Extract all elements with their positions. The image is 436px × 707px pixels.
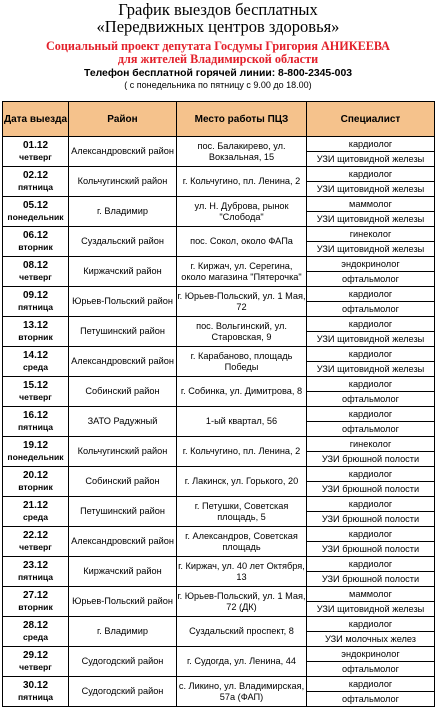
table-row [3, 437, 435, 452]
date: 15.12 [22, 380, 49, 391]
place-cell: пос. Вольгинский, ул. Старовская, 9 [177, 317, 307, 347]
specialist-cell: УЗИ щитовидной железы [307, 242, 435, 257]
column-header-specialist: Специалист [307, 102, 435, 137]
header [0, 0, 436, 91]
page-title-line1: График выездов бесплатных [118, 0, 318, 19]
specialist-cell: кардиолог [307, 377, 435, 392]
table-header-row [3, 102, 435, 137]
date: 02.12 [22, 170, 49, 181]
specialist-cell: офтальмолог [307, 392, 435, 407]
date: 30.12 [22, 680, 49, 691]
specialist-cell: УЗИ брюшной полости [307, 572, 435, 587]
date-cell [3, 377, 69, 407]
weekday: четверг [19, 271, 52, 282]
date: 27.12 [22, 590, 49, 601]
table-row [3, 677, 435, 692]
district-cell: Киржачский район [69, 257, 177, 287]
district-cell: г. Владимир [69, 617, 177, 647]
place-cell: г. Киржач, ул. 40 лет Октября, 13 [177, 557, 307, 587]
place-cell: г. Собинка, ул. Димитрова, 8 [177, 377, 307, 407]
date: 05.12 [22, 200, 49, 211]
specialist-cell: кардиолог [307, 557, 435, 572]
date-cell [3, 587, 69, 617]
date: 06.12 [22, 230, 49, 241]
specialist-cell: офтальмолог [307, 662, 435, 677]
date-cell [3, 527, 69, 557]
place-cell: с. Ликино, ул. Владимирская, 57а (ФАП) [177, 677, 307, 707]
specialist-cell: маммолог [307, 587, 435, 602]
specialist-cell: УЗИ щитовидной железы [307, 332, 435, 347]
specialist-cell: кардиолог [307, 407, 435, 422]
place-cell: г. Кольчугино, пл. Ленина, 2 [177, 167, 307, 197]
district-cell: Александровский район [69, 347, 177, 377]
table-row [3, 197, 435, 212]
specialist-cell: УЗИ щитовидной железы [307, 182, 435, 197]
date-cell [3, 677, 69, 707]
specialist-cell: УЗИ брюшной полости [307, 542, 435, 557]
district-cell: Судогодский район [69, 647, 177, 677]
district-cell: Александровский район [69, 137, 177, 167]
column-header-date: Дата выезда [3, 102, 69, 137]
table-row [3, 167, 435, 182]
date-cell [3, 287, 69, 317]
specialist-cell: офтальмолог [307, 302, 435, 317]
weekday: вторник [18, 241, 53, 252]
specialist-cell: УЗИ брюшной полости [307, 482, 435, 497]
date-cell [3, 347, 69, 377]
place-cell: г. Лакинск, ул. Горького, 20 [177, 467, 307, 497]
table-row [3, 617, 435, 632]
table-row [3, 647, 435, 662]
table-row [3, 377, 435, 392]
project-line1: Социальный проект депутата Госдумы Григория АНИКЕЕВА [46, 39, 390, 53]
district-cell: Петушинский район [69, 317, 177, 347]
weekday: вторник [18, 331, 53, 342]
district-cell: Киржачский район [69, 557, 177, 587]
specialist-cell: маммолог [307, 197, 435, 212]
hours: ( с понедельника по пятницу с 9.00 до 18.00) [124, 80, 312, 90]
date: 14.12 [22, 350, 49, 361]
place-cell: г. Юрьев-Польский, ул. 1 Мая, 72 (ДК) [177, 587, 307, 617]
date-cell [3, 497, 69, 527]
weekday: пятница [17, 421, 54, 432]
weekday: среда [22, 361, 49, 372]
weekday: вторник [18, 481, 53, 492]
place-cell: г. Киржач, ул. Серегина, около магазина "Пятерочка" [177, 257, 307, 287]
table-row [3, 287, 435, 302]
date-cell [3, 317, 69, 347]
weekday: четверг [19, 151, 52, 162]
table-row [3, 137, 435, 152]
table-row [3, 497, 435, 512]
weekday: понедельник [7, 451, 64, 462]
date-cell [3, 257, 69, 287]
weekday: пятница [17, 301, 54, 312]
specialist-cell: офтальмолог [307, 422, 435, 437]
specialist-cell: кардиолог [307, 287, 435, 302]
place-cell: г. Кольчугино, пл. Ленина, 2 [177, 437, 307, 467]
weekday: среда [22, 511, 49, 522]
column-header-place: Место работы ПЦЗ [177, 102, 307, 137]
district-cell: ЗАТО Радужный [69, 407, 177, 437]
date: 22.12 [22, 530, 49, 541]
district-cell: Юрьев-Польский район [69, 287, 177, 317]
date: 21.12 [22, 500, 49, 511]
district-cell: Кольчугинский район [69, 437, 177, 467]
specialist-cell: УЗИ щитовидной железы [307, 362, 435, 377]
specialist-cell: кардиолог [307, 347, 435, 362]
place-cell: г. Юрьев-Польский, ул. 1 Мая, 72 [177, 287, 307, 317]
specialist-cell: УЗИ щитовидной железы [307, 212, 435, 227]
weekday: среда [22, 631, 49, 642]
specialist-cell: УЗИ брюшной полости [307, 512, 435, 527]
hotline: Телефон бесплатной горячей линии: 8-800-2345-003 [83, 68, 353, 79]
weekday: четверг [19, 391, 52, 402]
project-line2: для жителей Владимирской области [117, 52, 319, 66]
date-cell [3, 467, 69, 497]
table-row [3, 227, 435, 242]
date: 28.12 [22, 620, 49, 631]
table-row [3, 347, 435, 362]
place-cell: Суздальский проспект, 8 [177, 617, 307, 647]
date: 16.12 [22, 410, 49, 421]
date-cell [3, 617, 69, 647]
date: 29.12 [22, 650, 49, 661]
table-row [3, 407, 435, 422]
district-cell: Собинский район [69, 377, 177, 407]
place-cell: г. Карабаново, площадь Победы [177, 347, 307, 377]
place-cell: г. Александров, Советская площадь [177, 527, 307, 557]
specialist-cell: УЗИ щитовидной железы [307, 152, 435, 167]
district-cell: Петушинский район [69, 497, 177, 527]
specialist-cell: офтальмолог [307, 692, 435, 707]
specialist-cell: кардиолог [307, 497, 435, 512]
weekday: понедельник [7, 211, 64, 222]
table-row [3, 317, 435, 332]
date: 13.12 [22, 320, 49, 331]
date-cell [3, 557, 69, 587]
specialist-cell: кардиолог [307, 617, 435, 632]
weekday: пятница [17, 571, 54, 582]
place-cell: 1-ый квартал, 56 [177, 407, 307, 437]
place-cell: г. Петушки, Советская площадь, 5 [177, 497, 307, 527]
place-cell: пос. Сокол, около ФАПа [177, 227, 307, 257]
table-row [3, 557, 435, 572]
district-cell: Кольчугинский район [69, 167, 177, 197]
specialist-cell: кардиолог [307, 467, 435, 482]
date: 01.12 [22, 140, 49, 151]
weekday: вторник [18, 601, 53, 612]
date: 23.12 [22, 560, 49, 571]
table-row [3, 257, 435, 272]
specialist-cell: кардиолог [307, 167, 435, 182]
schedule-table [2, 101, 435, 707]
district-cell: Александровский район [69, 527, 177, 557]
date-cell [3, 167, 69, 197]
weekday: четверг [19, 661, 52, 672]
date-cell [3, 647, 69, 677]
specialist-cell: офтальмолог [307, 272, 435, 287]
place-cell: пос. Балакирево, ул. Вокзальная, 15 [177, 137, 307, 167]
column-header-district: Район [69, 102, 177, 137]
specialist-cell: УЗИ брюшной полости [307, 452, 435, 467]
table-row [3, 587, 435, 602]
specialist-cell: кардиолог [307, 527, 435, 542]
date-cell [3, 227, 69, 257]
specialist-cell: эндокринолог [307, 257, 435, 272]
page-title-line2: «Передвижных центров здоровья» [96, 17, 340, 36]
date: 20.12 [22, 470, 49, 481]
district-cell: Судогодский район [69, 677, 177, 707]
weekday: пятница [17, 181, 54, 192]
specialist-cell: кардиолог [307, 677, 435, 692]
specialist-cell: гинеколог [307, 227, 435, 242]
district-cell: Собинский район [69, 467, 177, 497]
district-cell: Суздальский район [69, 227, 177, 257]
specialist-cell: УЗИ щитовидной железы [307, 602, 435, 617]
date-cell [3, 197, 69, 227]
specialist-cell: кардиолог [307, 317, 435, 332]
specialist-cell: УЗИ молочных желез [307, 632, 435, 647]
table-row [3, 527, 435, 542]
district-cell: Юрьев-Польский район [69, 587, 177, 617]
table-body [3, 137, 435, 707]
table-row [3, 467, 435, 482]
specialist-cell: гинеколог [307, 437, 435, 452]
weekday: пятница [17, 691, 54, 702]
date: 19.12 [22, 440, 49, 451]
specialist-cell: эндокринолог [307, 647, 435, 662]
date: 09.12 [22, 290, 49, 301]
date: 08.12 [22, 260, 49, 271]
place-cell: г. Судогда, ул. Ленина, 44 [177, 647, 307, 677]
date-cell [3, 407, 69, 437]
specialist-cell: кардиолог [307, 137, 435, 152]
district-cell: г. Владимир [69, 197, 177, 227]
weekday: четверг [19, 541, 52, 552]
place-cell: ул. Н. Дуброва, рынок "Слобода" [177, 197, 307, 227]
date-cell [3, 437, 69, 467]
date-cell [3, 137, 69, 167]
